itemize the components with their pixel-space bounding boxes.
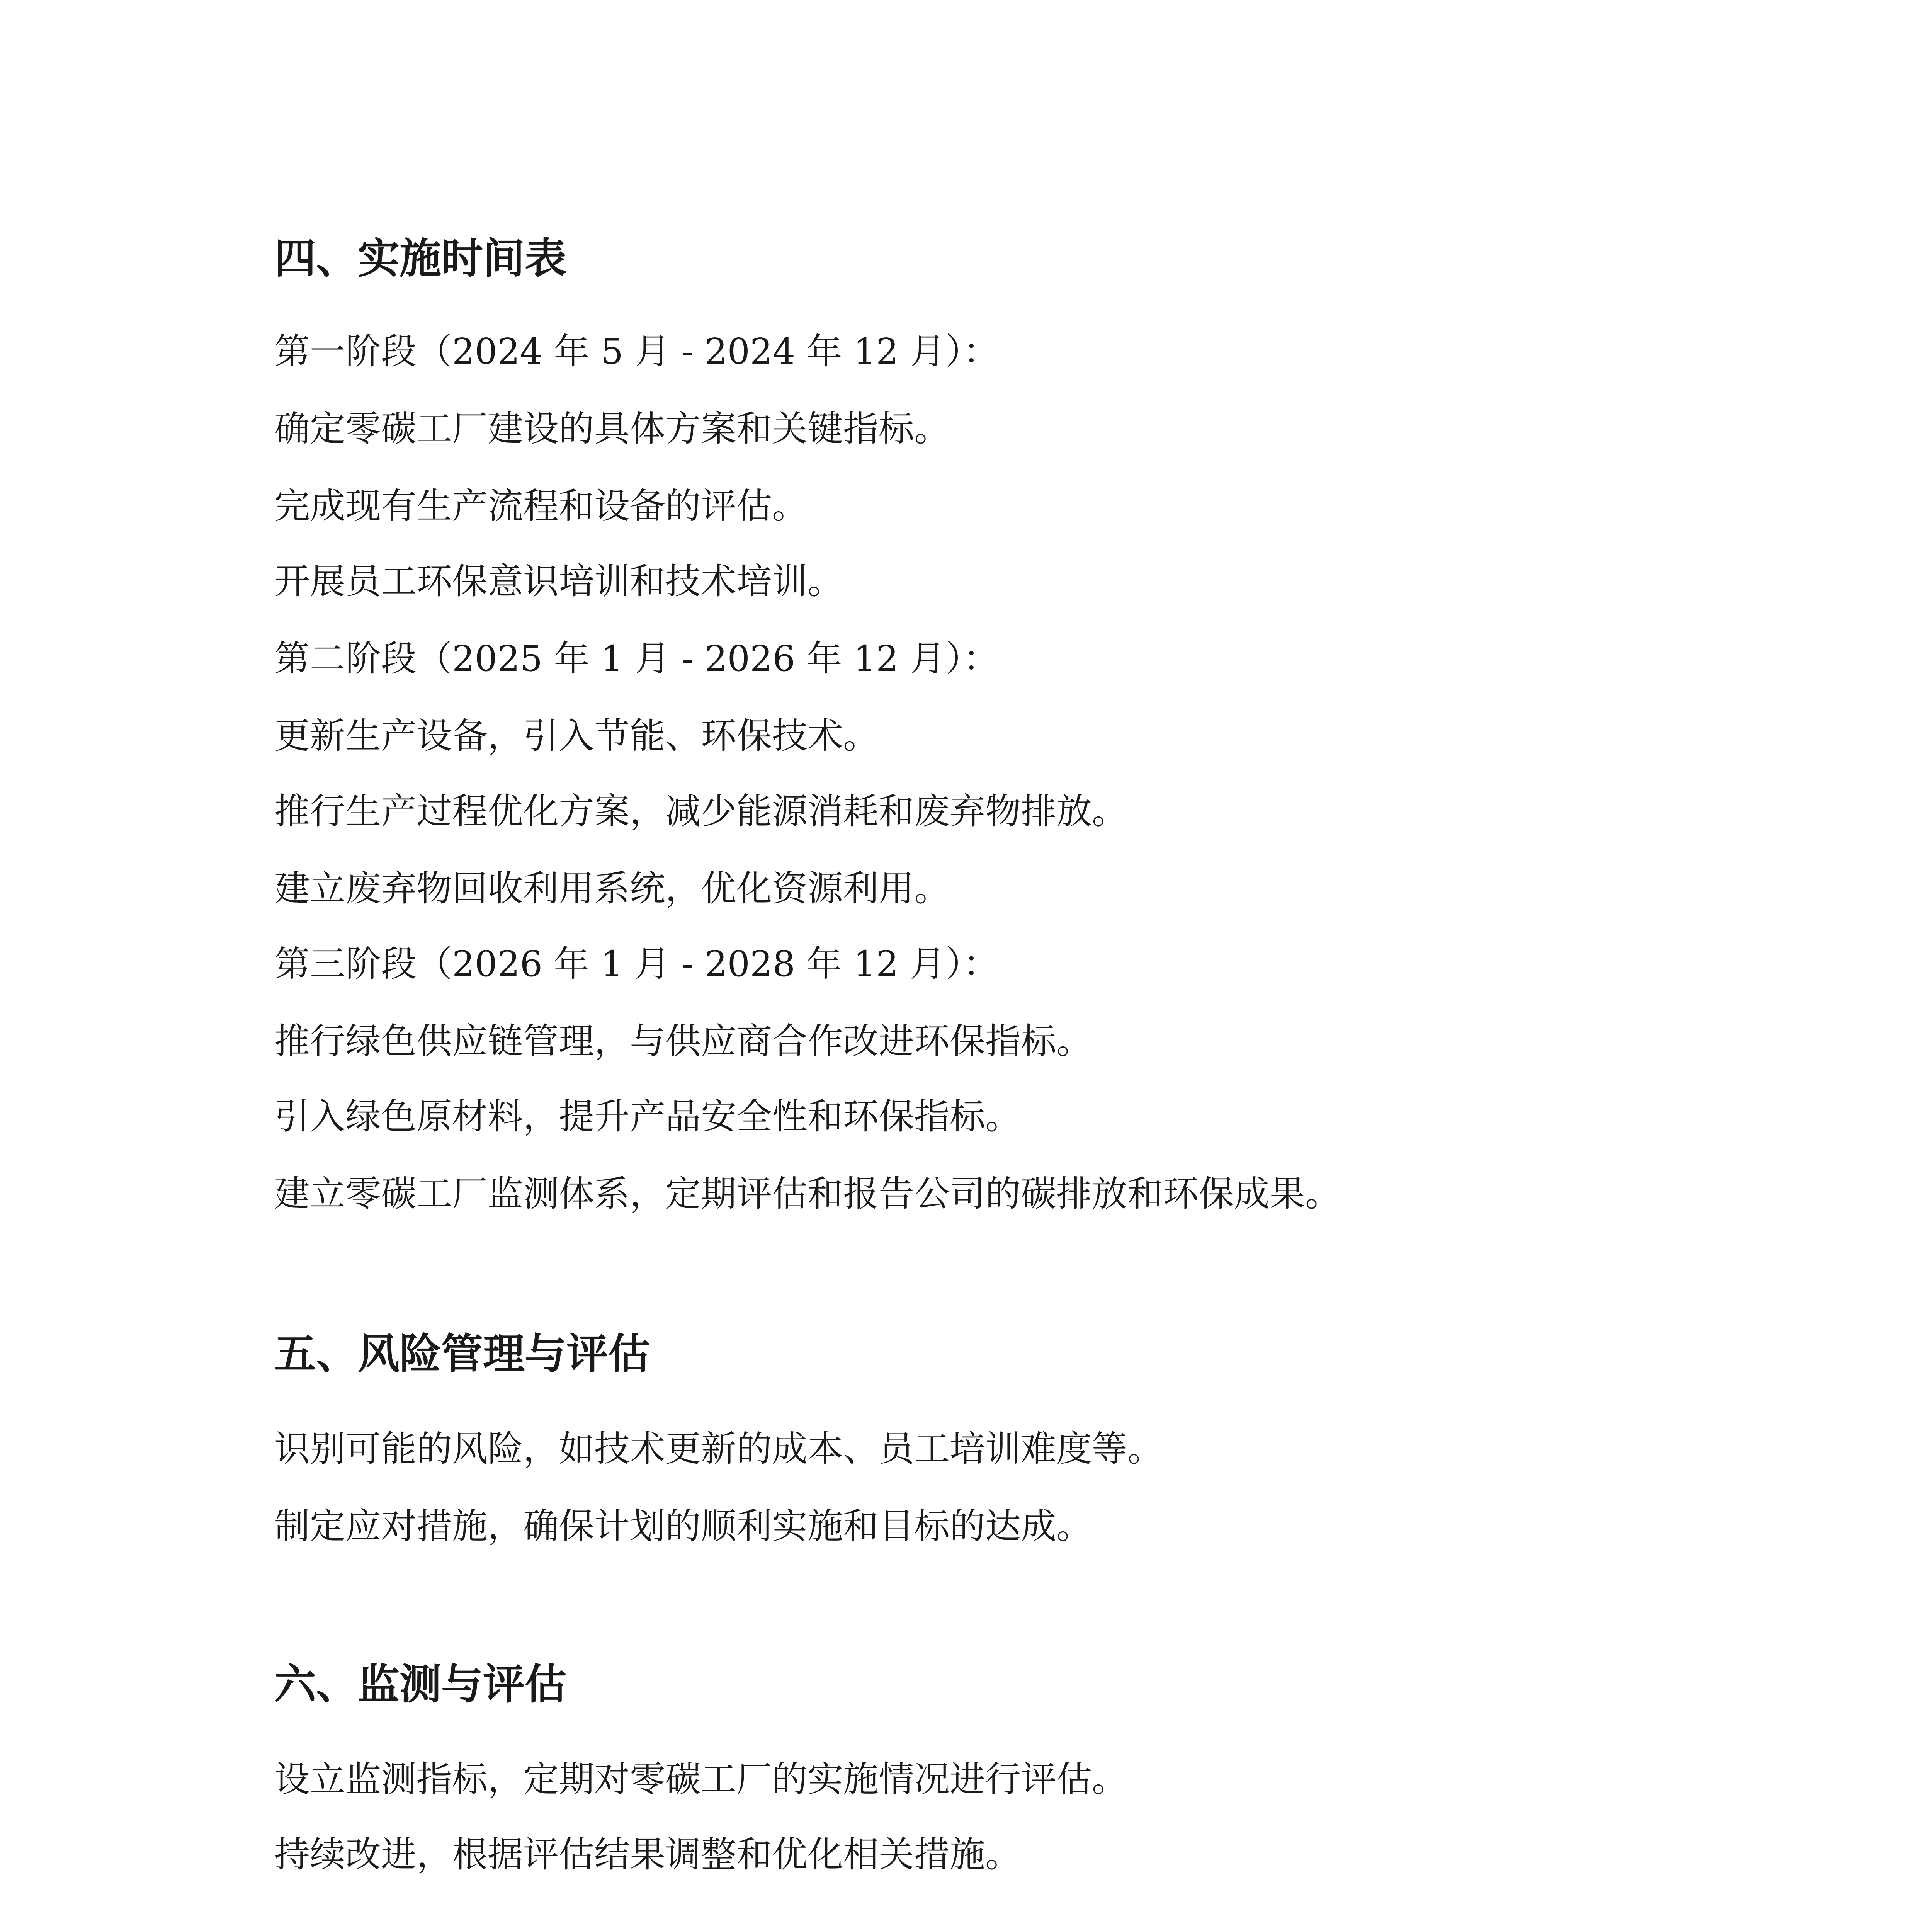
phase-1-item: 完成现有生产流程和设备的评估。: [274, 485, 808, 527]
monitor-item: 设立监测指标，定期对零碳工厂的实施情况进行评估。: [274, 1759, 1128, 1800]
monitor-item: 持续改进，根据评估结果调整和优化相关措施。: [274, 1834, 1021, 1875]
phase-3-item: 建立零碳工厂监测体系，定期评估和报告公司的碳排放和环保成果。: [274, 1173, 1341, 1214]
phase-3-item: 推行绿色供应链管理，与供应商合作改进环保指标。: [274, 1020, 1092, 1062]
phase-1-title: 第一阶段（2024 年 5 月 - 2024 年 12 月）：: [274, 331, 999, 372]
phase-3-title: 第三阶段（2026 年 1 月 - 2028 年 12 月）：: [274, 943, 999, 985]
section-5-title: 五、风险管理与评估: [274, 1330, 650, 1378]
section-6-title: 六、监测与评估: [274, 1660, 567, 1709]
phase-2-item: 建立废弃物回收利用系统，优化资源利用。: [274, 868, 950, 909]
phase-2-item: 更新生产设备，引入节能、环保技术。: [274, 715, 879, 757]
risk-item: 制定应对措施，确保计划的顺利实施和目标的达成。: [274, 1505, 1092, 1547]
section-4-title: 四、实施时间表: [274, 235, 567, 283]
risk-item: 识别可能的风险，如技术更新的成本、员工培训难度等。: [274, 1428, 1163, 1469]
phase-1-item: 确定零碳工厂建设的具体方案和关键指标。: [274, 408, 950, 449]
phase-3-item: 引入绿色原材料，提升产品安全性和环保指标。: [274, 1096, 1021, 1137]
phase-1-item: 开展员工环保意识培训和技术培训。: [274, 561, 843, 602]
phase-2-item: 推行生产过程优化方案，减少能源消耗和废弃物排放。: [274, 791, 1128, 832]
phase-2-title: 第二阶段（2025 年 1 月 - 2026 年 12 月）：: [274, 638, 999, 679]
